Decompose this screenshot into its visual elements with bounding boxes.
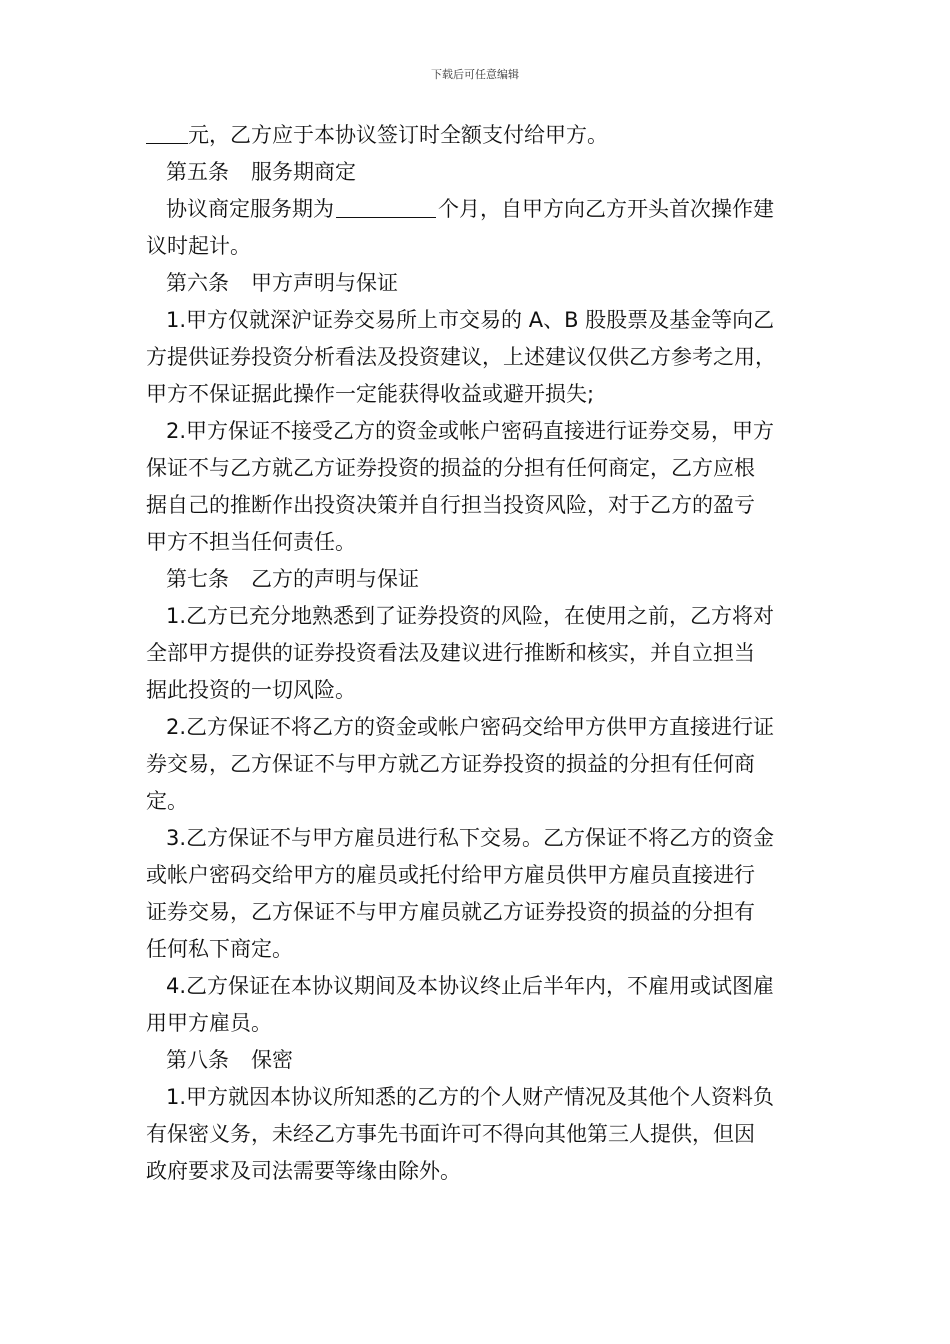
article-7-clause-1-line-3: 据此投资的一切风险。 bbox=[146, 678, 356, 702]
article-6-heading: 第六条 甲方声明与保证 bbox=[166, 271, 398, 295]
article-7-clause-4-line-2: 用甲方雇员。 bbox=[146, 1011, 272, 1035]
article-8-clause-1-line-1: 1.甲方就因本协议所知悉的乙方的个人财产情况及其他个人资料负 bbox=[166, 1085, 775, 1109]
document-body bbox=[146, 117, 812, 1190]
article-6-clause-2-line-2: 保证不与乙方就乙方证券投资的损益的分担有任何商定，乙方应根 bbox=[146, 456, 755, 480]
blank-months-field bbox=[336, 197, 436, 218]
article-7-clause-4-line-1: 4.乙方保证在本协议期间及本协议终止后半年内，不雇用或试图雇 bbox=[166, 974, 775, 998]
page-header: 下载后可任意编辑 bbox=[431, 68, 519, 81]
paragraph-payment: 元，乙方应于本协议签订时全额支付给甲方。 bbox=[146, 117, 812, 154]
paragraph-service-period-cont: 议时起计。 bbox=[146, 234, 251, 258]
article-8-clause-1-line-2: 有保密义务，未经乙方事先书面许可不得向其他第三人提供，但因 bbox=[146, 1122, 755, 1146]
article-6-clause-1-line-3: 甲方不保证据此操作一定能获得收益或避开损失; bbox=[146, 382, 595, 406]
paragraph-service-period: 协议商定服务期为 个月，自甲方向乙方开头首次操作建 bbox=[166, 197, 774, 221]
blank-amount-field bbox=[146, 123, 188, 144]
article-8-heading: 第八条 保密 bbox=[166, 1048, 293, 1072]
article-6-clause-2-line-4: 甲方不担当任何责任。 bbox=[146, 530, 356, 554]
article-7-clause-2-line-2: 券交易，乙方保证不与甲方就乙方证券投资的损益的分担有任何商 bbox=[146, 752, 755, 776]
article-7-clause-3-line-1: 3.乙方保证不与甲方雇员进行私下交易。乙方保证不将乙方的资金 bbox=[166, 826, 775, 850]
article-6-clause-1-line-1: 1.甲方仅就深沪证券交易所上市交易的 A、B 股股票及基金等向乙 bbox=[166, 308, 775, 332]
article-7-clause-2-line-3: 定。 bbox=[146, 789, 188, 813]
article-6-clause-2-line-1: 2.甲方保证不接受乙方的资金或帐户密码直接进行证券交易，甲方 bbox=[166, 419, 775, 443]
article-7-heading: 第七条 乙方的声明与保证 bbox=[166, 567, 419, 591]
article-6-clause-2-line-3: 据自己的推断作出投资决策并自行担当投资风险，对于乙方的盈亏 bbox=[146, 493, 755, 517]
article-7-clause-3-line-4: 任何私下商定。 bbox=[146, 937, 293, 961]
article-7-clause-3-line-2: 或帐户密码交给甲方的雇员或托付给甲方雇员供甲方雇员直接进行 bbox=[146, 863, 755, 887]
article-6-clause-1-line-2: 方提供证券投资分析看法及投资建议，上述建议仅供乙方参考之用， bbox=[146, 345, 776, 369]
article-8-clause-1-line-3: 政府要求及司法需要等缘由除外。 bbox=[146, 1159, 461, 1183]
article-7-clause-1-line-2: 全部甲方提供的证券投资看法及建议进行推断和核实，并自立担当 bbox=[146, 641, 755, 665]
article-7-clause-3-line-3: 证券交易，乙方保证不与甲方雇员就乙方证券投资的损益的分担有 bbox=[146, 900, 755, 924]
article-5-heading: 第五条 服务期商定 bbox=[166, 160, 356, 184]
article-7-clause-1-line-1: 1.乙方已充分地熟悉到了证券投资的风险，在使用之前，乙方将对 bbox=[166, 604, 775, 628]
article-7-clause-2-line-1: 2.乙方保证不将乙方的资金或帐户密码交给甲方供甲方直接进行证 bbox=[166, 715, 775, 739]
